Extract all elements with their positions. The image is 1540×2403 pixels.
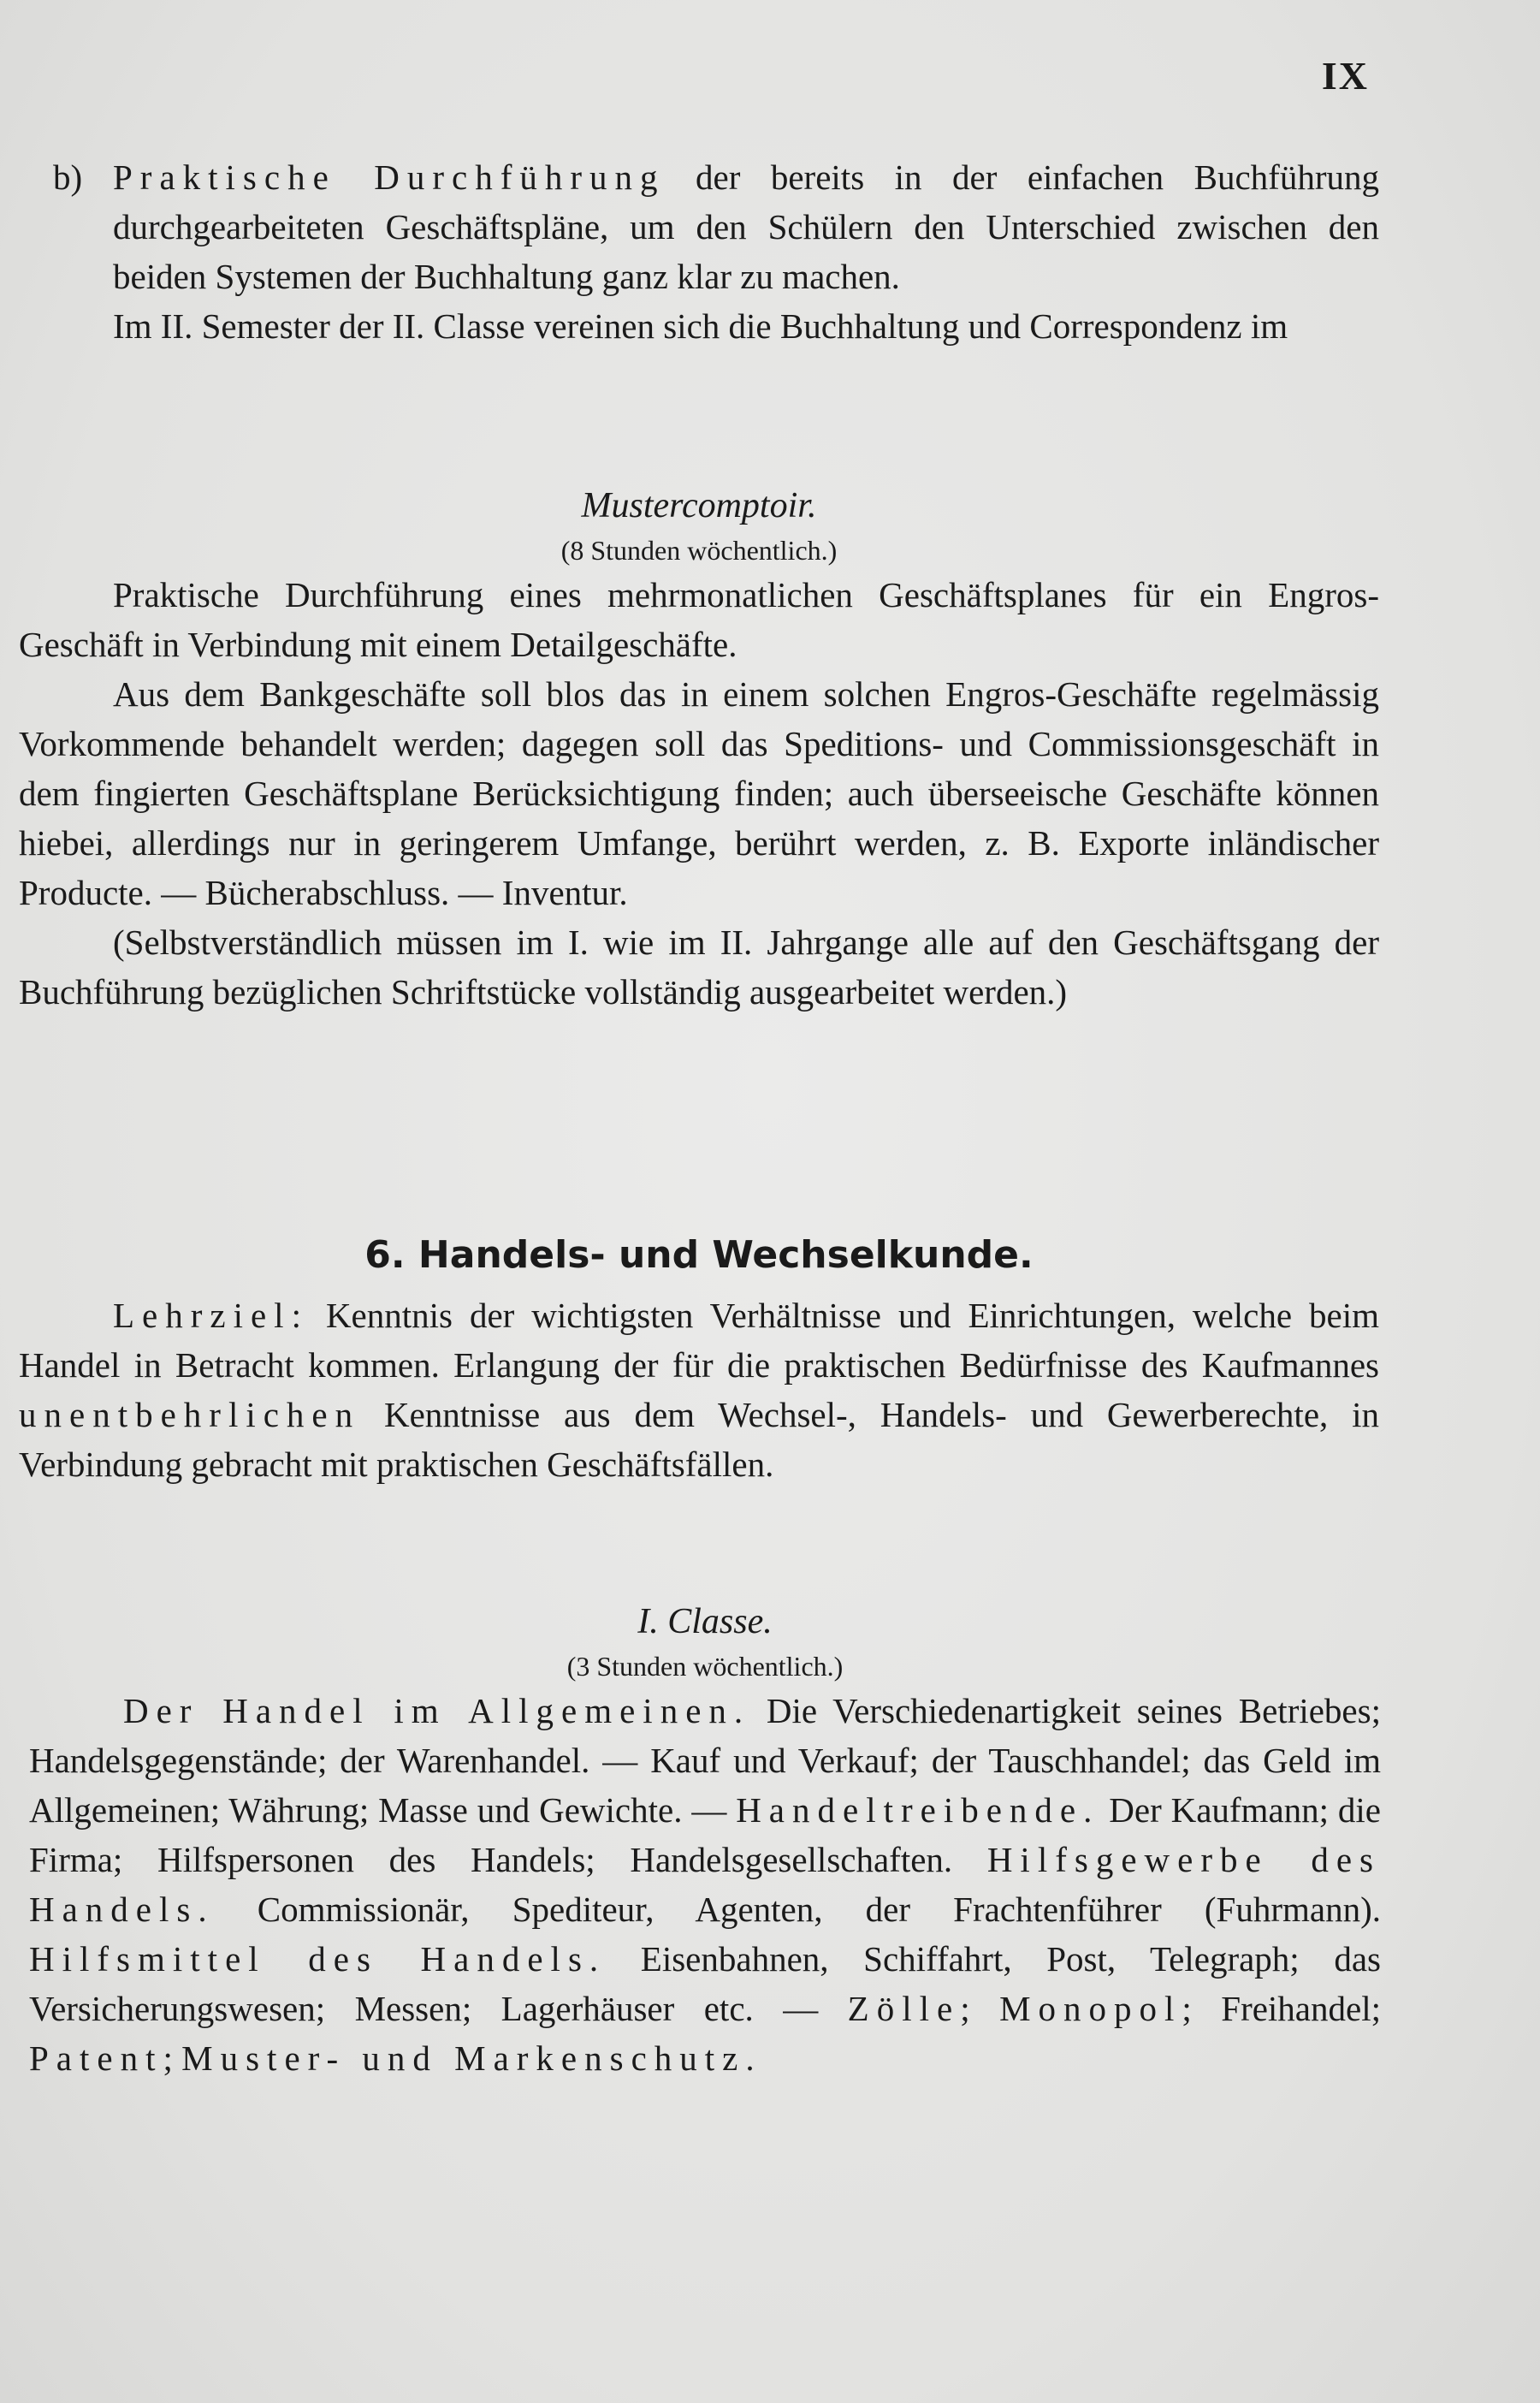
lehrziel-label: Lehrziel: xyxy=(113,1296,309,1335)
classe-1-text-7: ; xyxy=(163,2038,182,2078)
lehrziel-spaced-word: unentbehrlichen xyxy=(19,1395,361,1434)
lehrziel-paragraph xyxy=(19,1290,1379,1489)
intro-block xyxy=(19,152,1379,351)
mustercomptoir-block xyxy=(19,481,1379,1017)
monopol-term: Monopol xyxy=(999,1989,1182,2028)
classe-1-block xyxy=(29,1597,1381,2083)
lehrziel-text-1: Kenntnis der wichtigsten Verhältnisse und Einrichtungen, welche beim Handel in Betracht kommen. Erlangung der für die praktischen Bedürfnisse des Kaufmannes xyxy=(19,1296,1379,1385)
item-b-marker: b) xyxy=(53,157,83,197)
classe-1-paragraph xyxy=(29,1686,1381,2083)
classe-1-text-6: ; Freihandel; xyxy=(1182,1989,1381,2028)
page-number: IX xyxy=(1321,54,1369,98)
item-b-paragraph xyxy=(19,152,1379,301)
classe-1-hours: (3 Stunden wöchentlich.) xyxy=(566,1651,844,1682)
semester-paragraph: Im II. Semester der II. Classe vereinen sich die Buchhaltung und Correspondenz im xyxy=(113,306,1288,346)
handel-allgemeinen-term: Der Handel im Allgemeinen. xyxy=(123,1691,751,1730)
section-6-block xyxy=(19,1231,1379,1489)
mustercomptoir-paragraph-2: Aus dem Bankgeschäfte soll blos das in einem solchen Engros-Geschäfte regelmässig Vorkommende behandelt werden; dagegen soll das Speditions- und Commissionsgeschäft in dem fingierten Geschäftsplane Berücksichtigung finden; auch überseeische Geschäfte können hiebei, allerdings nur in geringerem Umfange, berührt werden, z. B. Exporte inländischer Producte. — Bücherabschluss. — Inventur. xyxy=(19,674,1379,912)
classe-1-text-3: Commissionär, Spediteur, Agenten, der Frachtenführer (Fuhrmann). xyxy=(214,1890,1381,1929)
markenschutz-term: Muster- und Markenschutz. xyxy=(181,2038,762,2078)
hilfsgewerbe-term: Hilfsgewerbe des Handels. xyxy=(29,1840,1381,1929)
zoelle-term: Zölle xyxy=(847,1989,961,2028)
mustercomptoir-hours: (8 Stunden wöchentlich.) xyxy=(560,535,838,566)
patent-term: Patent xyxy=(29,2038,163,2078)
classe-1-title: I. Classe. xyxy=(637,1602,773,1641)
item-b-text: der bereits in der einfachen Buchführung durchgearbeiteten Geschäftspläne, um den Schülern den Unterschied zwischen den beiden Systemen der Buchhaltung ganz klar zu machen. xyxy=(113,157,1379,296)
classe-1-text-5: ; xyxy=(960,1989,1000,2028)
mustercomptoir-title: Mustercomptoir. xyxy=(581,486,817,525)
classe-1-text-2: Der Kaufmann; die Firma; Hilfspersonen des Handels; Handelsgesellschaften. xyxy=(29,1790,1381,1879)
item-b-lead: Praktische Durchführung xyxy=(113,157,666,197)
classe-1-text-4: Eisenbahnen, Schiffahrt, Post, Telegraph; das Versicherungswesen; Messen; Lagerhäuser etc. — xyxy=(29,1939,1381,2028)
mustercomptoir-paragraph-1: Praktische Durchführung eines mehrmonatlichen Geschäftsplanes für ein Engros-Geschäft in Verbindung mit einem Detailgeschäfte. xyxy=(19,575,1379,664)
hilfsmittel-term: Hilfsmittel des Handels. xyxy=(29,1939,607,1979)
lehrziel-text-2: Kenntnisse aus dem Wechsel-, Handels- und Gewerberechte, in Verbindung gebracht mit praktischen Geschäftsfällen. xyxy=(19,1395,1379,1484)
handeltreibende-term: Handeltreibende. xyxy=(736,1790,1100,1830)
mustercomptoir-paragraph-3: (Selbstverständlich müssen im I. wie im II. Jahrgange alle auf den Geschäftsgang der Buchführung bezüglichen Schriftstücke vollständig ausgearbeitet werden.) xyxy=(19,923,1379,1012)
section-6-heading: 6. Handels- und Wechselkunde. xyxy=(364,1233,1034,1277)
classe-1-text-1: Die Verschiedenartigkeit seines Betriebes; Handelsgegenstände; der Warenhandel. — Kauf und Verkauf; der Tauschhandel; das Geld im Allgemeinen; Währung; Masse und Gewichte. — xyxy=(29,1691,1381,1830)
